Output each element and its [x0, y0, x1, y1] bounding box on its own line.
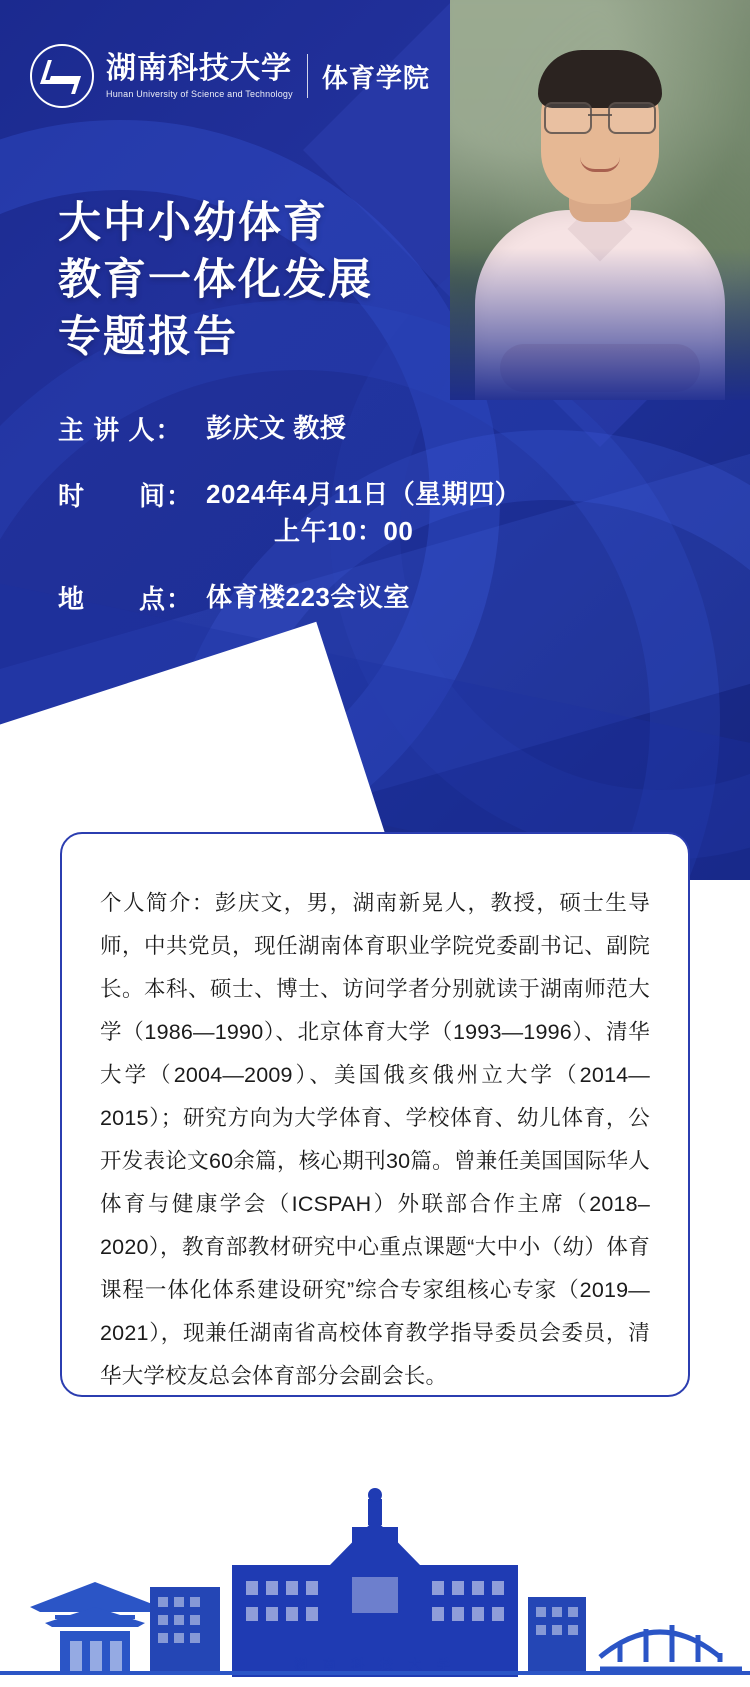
logo-name-en: Hunan University of Science and Technology [106, 89, 293, 100]
biography-card [60, 832, 690, 1397]
detail-row-location [58, 579, 678, 617]
detail-label: 地 点： [58, 584, 194, 615]
title-line-3: 专题报告 [58, 312, 238, 361]
logo-department: 体育学院 [321, 62, 430, 93]
title-line-2: 教育一体化发展 [58, 255, 373, 304]
detail-value: 体育楼223会议室 [206, 582, 410, 613]
speaker-photo [450, 0, 750, 400]
campus-skyline-icon [0, 1457, 750, 1687]
event-details [58, 410, 678, 645]
detail-value: 彭庆文 教授 [206, 413, 347, 443]
logo-divider [307, 54, 308, 98]
detail-label: 主 讲 人： [58, 415, 183, 445]
detail-value-sub: 上午10：00 [273, 516, 414, 547]
university-logo [30, 44, 430, 108]
title-line-1: 大中小幼体育 [58, 199, 328, 247]
poster-title [58, 195, 373, 365]
detail-value-group [206, 476, 521, 551]
detail-label: 时 间： [58, 480, 194, 511]
photo-gradient-overlay [450, 0, 750, 400]
hust-emblem-icon [30, 44, 94, 108]
detail-value: 2024年4月11日（星期四） [206, 478, 522, 509]
detail-row-speaker [58, 410, 678, 448]
logo-text-block [106, 53, 293, 100]
biography-text: 个人简介：彭庆文，男，湖南新晃人，教授，硕士生导师，中共党员，现任湖南体育职业学院党委副书记、副院长。本科、硕士、博士、访问学者分别就读于湖南师范大学（1986—1990）、北京体育大学（1993—1996）、清华大学（2004—2009）、美国俄亥俄州立大学（2014—2015）；研究方向为大学体育、学校体育、幼儿体育，公开发表论文60余篇，核心期刊30篇。曾兼任美国国际华人体育与健康学会（ICSPAH）外联部合作主席（2018–2020），教育部教材研究中心重点课题“大中小（幼）体育课程一体化体系建设研究”综合专家组核心专家（2019—2021），现兼任湖南省高校体育教学指导委员会委员，清华大学校友总会体育部分会副会长。 [100, 891, 650, 1388]
logo-name-cn: 湖南科技大学 [106, 51, 292, 85]
footer-caption: 湖 南 科 技 大 学 [293, 1657, 457, 1672]
detail-row-time [58, 476, 678, 551]
